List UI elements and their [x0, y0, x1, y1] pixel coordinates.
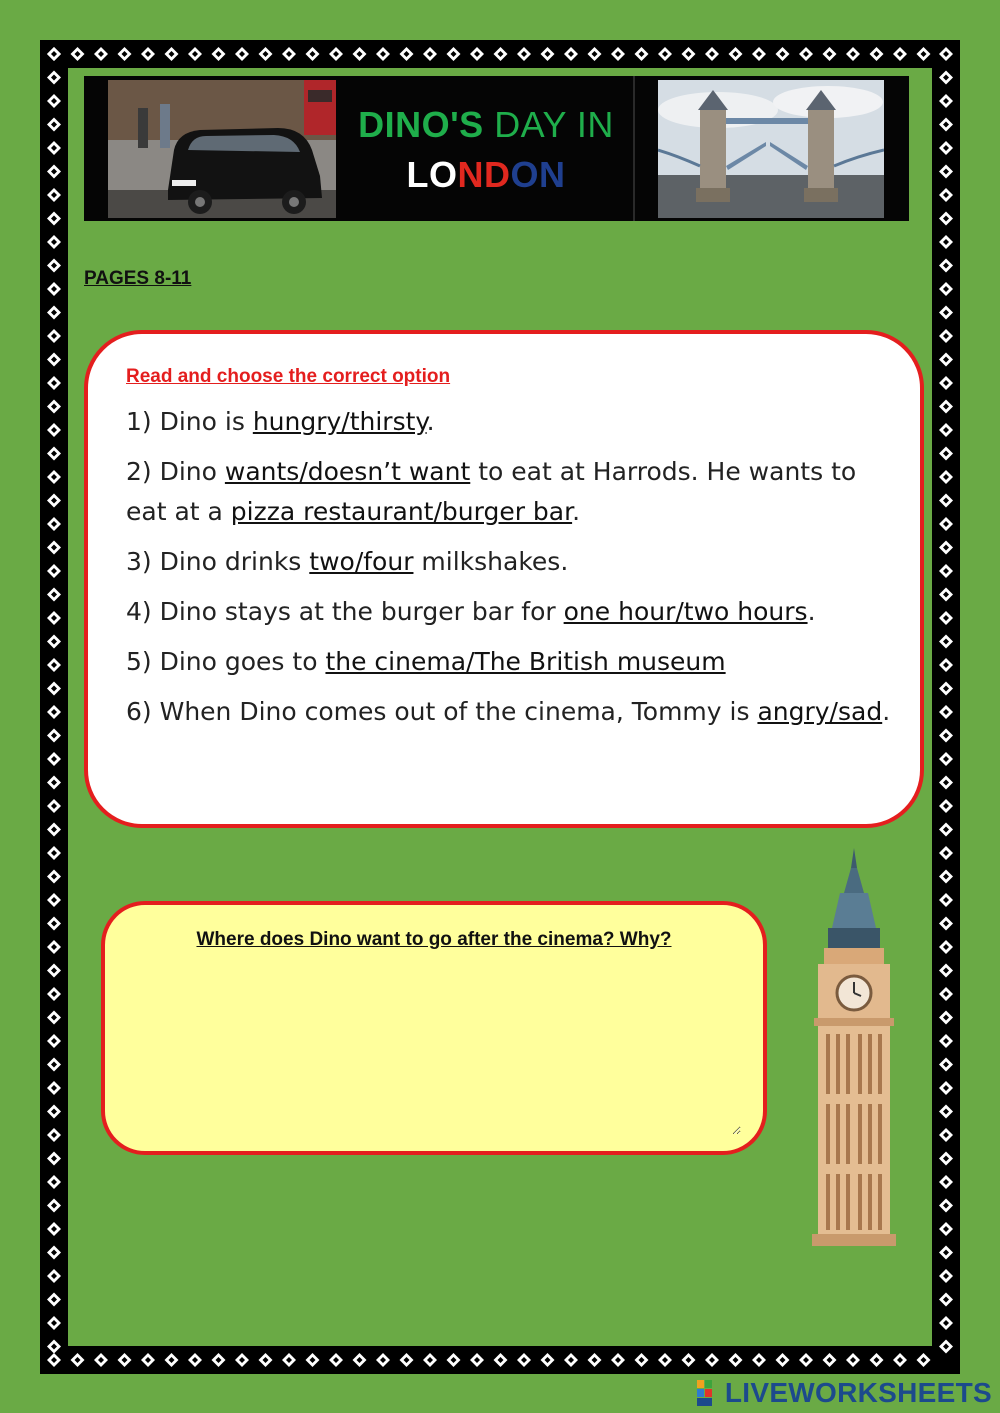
open-question-prompt: Where does Dino want to go after the cinema? Why?: [196, 929, 672, 950]
question-text: 1) Dino is: [126, 407, 253, 436]
answer-option-choice[interactable]: pizza restaurant/burger bar: [230, 497, 573, 526]
title-letter: L: [406, 154, 429, 195]
exercise-card: [84, 330, 924, 828]
title-letter: O: [428, 154, 458, 195]
question-item: [126, 692, 896, 732]
instruction-text: Read and choose the correct option: [126, 366, 451, 387]
title-part-2: DAY IN: [494, 104, 614, 145]
title-letter: N: [539, 154, 566, 195]
question-item: [126, 542, 896, 582]
banner-divider: [633, 76, 635, 221]
question-list: [126, 402, 896, 742]
question-text: 4) Dino stays at the burger bar for: [126, 597, 564, 626]
answer-option-choice[interactable]: angry/sad: [757, 697, 883, 726]
title-letter: D: [484, 154, 511, 195]
tower-bridge-photo: [658, 80, 884, 218]
header-banner: [84, 76, 909, 221]
open-question-card: [101, 901, 767, 1155]
question-text: to eat at Harrods. He wants to eat at a: [126, 457, 857, 526]
question-text: milkshakes.: [413, 547, 569, 576]
answer-option-choice[interactable]: one hour/two hours: [563, 597, 808, 626]
question-item: [126, 592, 896, 632]
title-part-1: DINO'S: [358, 104, 484, 145]
question-text: .: [426, 407, 435, 436]
answer-option-choice[interactable]: two/four: [309, 547, 414, 576]
question-text: .: [882, 697, 891, 726]
question-text: .: [807, 597, 816, 626]
london-taxi-photo: [108, 80, 336, 218]
liveworksheets-logo-icon: [695, 1378, 721, 1408]
question-item: [126, 452, 896, 532]
question-text: 2) Dino: [126, 457, 225, 486]
question-text: 3) Dino drinks: [126, 547, 310, 576]
title-letter: N: [457, 154, 484, 195]
question-text: 5) Dino goes to: [126, 647, 326, 676]
page-title: [336, 100, 636, 200]
question-item: [126, 402, 896, 442]
liveworksheets-logo: [695, 1376, 992, 1410]
answer-option-choice[interactable]: wants/doesn’t want: [224, 457, 471, 486]
pages-label: PAGES 8-11: [84, 268, 192, 289]
answer-option-choice[interactable]: the cinema/The British museum: [325, 647, 726, 676]
logo-text: LIVEWORKSHEETS: [724, 1377, 992, 1408]
answer-textarea[interactable]: [131, 971, 741, 1135]
question-item: [126, 642, 896, 682]
big-ben-illustration: [804, 848, 904, 1248]
question-text: 6) When Dino comes out of the cinema, Tommy is: [126, 697, 758, 726]
answer-option-choice[interactable]: hungry/thirsty: [252, 407, 427, 436]
title-letter: O: [510, 154, 540, 195]
question-text: .: [572, 497, 581, 526]
